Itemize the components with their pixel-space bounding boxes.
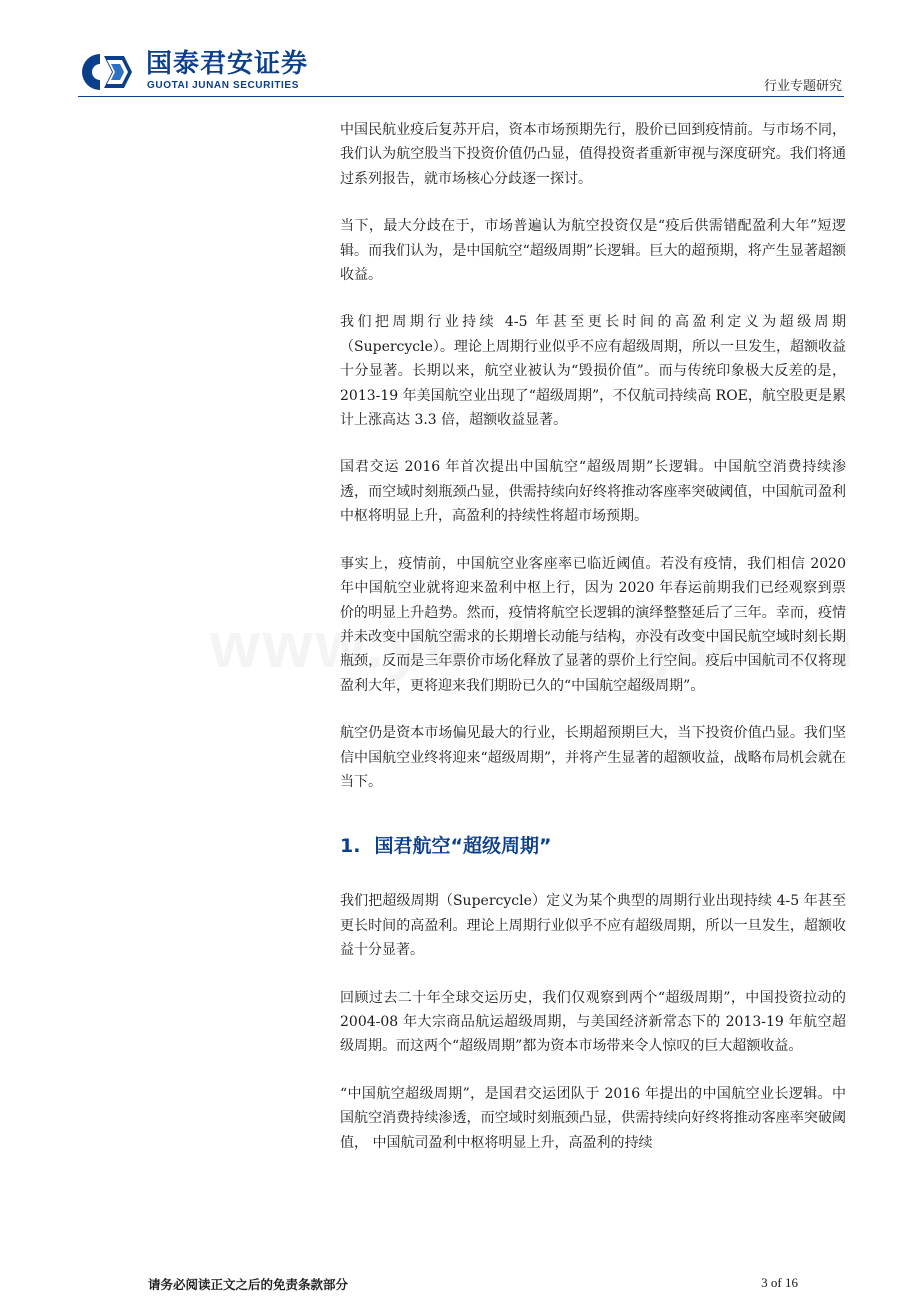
- body-paragraph: 我们把周期行业持续 4-5 年甚至更长时间的高盈利定义为超级周期（Supercycle）。理论上周期行业似乎不应有超级周期，所以一旦发生，超额收益十分显著。长期以来，航空业被认为“毁损价值”。而与传统印象极大反差的是，2013-19 年美国航空业出现了“超级周期”，不仅航司持续高 ROE，航空股更是累计上涨高达 3.3 倍，超额收益显著。: [340, 314, 846, 429]
- section-heading: [340, 832, 846, 860]
- page-number: 3 of 16: [761, 1275, 798, 1290]
- page-header: [0, 0, 920, 100]
- body-paragraph: 中国民航业疫后复苏开启，资本市场预期先行，股价已回到疫情前。与市场不同，我们认为航空股当下投资价值仍凸显，值得投资者重新审视与深度研究。我们将通过系列报告，就市场核心分歧逐一探讨。: [340, 122, 846, 187]
- footer-disclaimer: 请务必阅读正文之后的免责条款部分: [148, 1277, 349, 1292]
- section-paragraph: 回顾过去二十年全球交运历史，我们仅观察到两个“超级周期”，中国投资拉动的 2004-08 年大宗商品航运超级周期，与美国经济新常态下的 2013-19 年航空超级周期。而这两个“超级周期”都为资本市场带来令人惊叹的巨大超额收益。: [340, 989, 846, 1055]
- section-paragraph: 我们把超级周期（Supercycle）定义为某个典型的周期行业出现持续 4-5 年甚至更长时间的高盈利。理论上周期行业似乎不应有超级周期，所以一旦发生，超额收益十分显著。: [340, 893, 846, 959]
- body-paragraph: 航空仍是资本市场偏见最大的行业，长期超预期巨大，当下投资价值凸显。我们坚信中国航空业终将迎来“超级周期”，并将产生显著的超额收益，战略布局机会就在当下。: [340, 725, 846, 790]
- report-body: [340, 118, 846, 1178]
- report-type-label: 行业专题研究: [763, 79, 842, 94]
- section-paragraph: “中国航空超级周期”，是国君交运团队于 2016 年提出的中国航空业长逻辑。中国航空消费持续渗透，而空域时刻瓶颈凸显，供需持续向好终将推动客座率突破阈值， 中国航司盈利中枢将明显上升，高盈利的持续: [340, 1085, 846, 1151]
- section-title: 国君航空“超级周期”: [374, 835, 552, 858]
- section-number: 1.: [340, 835, 361, 858]
- body-paragraph: 当下，最大分歧在于，市场普遍认为航空投资仅是“疫后供需错配盈利大年”短逻辑。而我们认为，是中国航空“超级周期”长逻辑。巨大的超预期，将产生显著超额收益。: [340, 218, 846, 284]
- logo-chinese-name: 国泰君安证券: [146, 49, 309, 79]
- guotai-junan-logo-icon: [80, 52, 132, 92]
- logo-english-name: GUOTAI JUNAN SECURITIES: [147, 80, 299, 91]
- body-paragraph: 事实上，疫情前，中国航空业客座率已临近阈值。若没有疫情，我们相信 2020 年中国航空业就将迎来盈利中枢上行，因为 2020 年春运前期我们已经观察到票价的明显上升趋势。然而，疫情将航空长逻辑的演绎整整延后了三年。幸而，疫情并未改变中国航空需求的长期增长动能与结构，亦没有改变中国民航空域时刻长期瓶颈，反而是三年票价市场化释放了显著的票价上行空间。疫后中国航司不仅将现盈利大年，更将迎来我们期盼已久的“中国航空超级周期”。: [340, 555, 846, 694]
- body-paragraph: 国君交运 2016 年首次提出中国航空“超级周期”长逻辑。中国航空消费持续渗透，而空域时刻瓶颈凸显，供需持续向好终将推动客座率突破阈值，中国航司盈利中枢将明显上升，高盈利的持续性将超市场预期。: [340, 459, 846, 525]
- header-divider: [78, 96, 844, 97]
